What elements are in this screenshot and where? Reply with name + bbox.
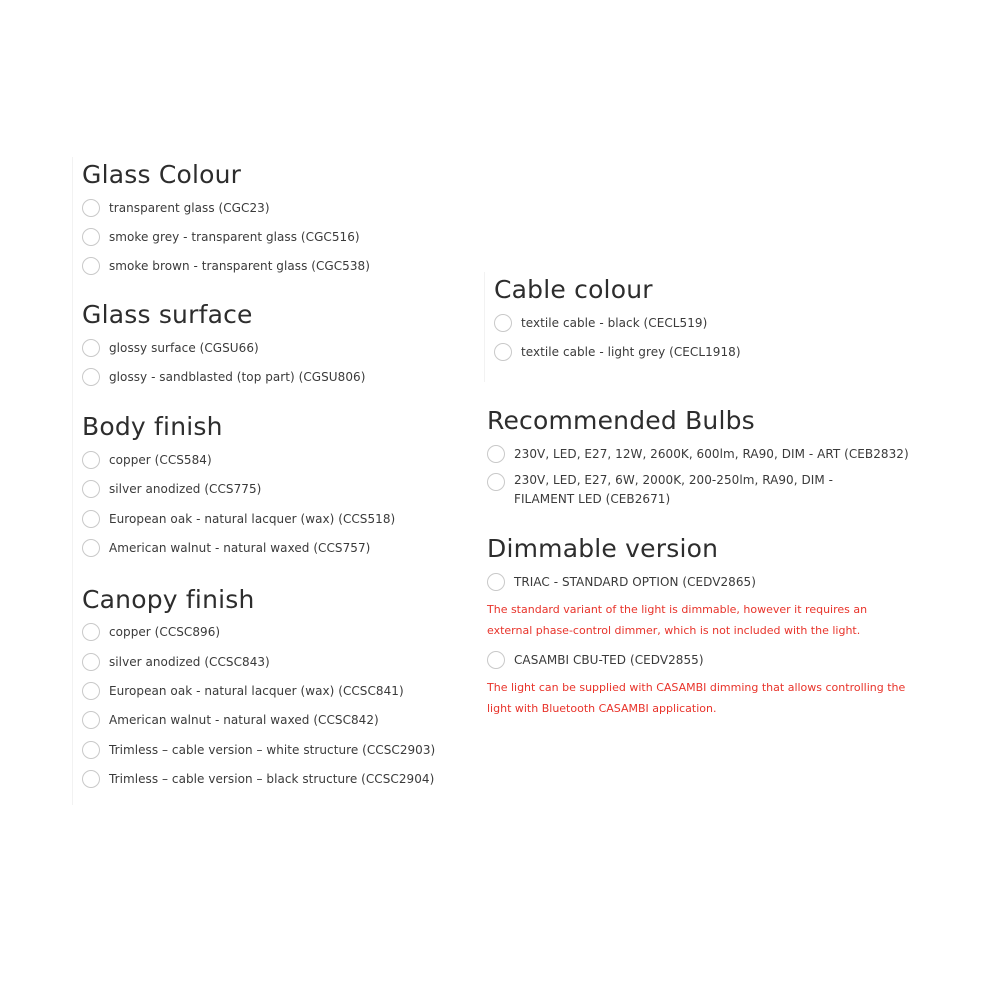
option-label: glossy surface (CGSU66) — [109, 340, 259, 355]
option-label: Trimless – cable version – black structure (CCSC2904) — [109, 771, 435, 786]
left-options-column — [72, 157, 462, 805]
canopy-finish-option[interactable] — [82, 764, 462, 793]
option-label: CASAMBI CBU-TED (CEDV2855) — [514, 653, 704, 668]
option-label: 230V, LED, E27, 12W, 2600K, 600lm, RA90, DIM - ART (CEB2832) — [514, 446, 909, 461]
radio-button[interactable] — [494, 343, 512, 361]
bulb-option[interactable] — [487, 439, 927, 468]
glass-surface-section — [82, 297, 462, 392]
radio-button[interactable] — [487, 573, 505, 591]
option-label: smoke brown - transparent glass (CGC538) — [109, 259, 370, 274]
cable-colour-section — [494, 272, 924, 367]
dimmable-option-triac[interactable] — [487, 567, 927, 596]
canopy-finish-option[interactable] — [82, 647, 462, 676]
radio-button[interactable] — [82, 339, 100, 357]
radio-button[interactable] — [82, 451, 100, 469]
option-label: 230V, LED, E27, 6W, 2000K, 200-250lm, RA90, DIM - FILAMENT LED (CEB2671) — [514, 473, 834, 507]
body-finish-section — [82, 409, 462, 562]
option-label: silver anodized (CCS775) — [109, 482, 262, 497]
radio-button[interactable] — [82, 539, 100, 557]
radio-button[interactable] — [82, 741, 100, 759]
cable-colour-title: Cable colour — [494, 275, 653, 304]
radio-button[interactable] — [82, 623, 100, 641]
recommended-bulbs-title: Recommended Bulbs — [487, 406, 755, 435]
glass-colour-title: Glass Colour — [82, 160, 242, 189]
canopy-finish-option[interactable] — [82, 706, 462, 735]
radio-button[interactable] — [82, 682, 100, 700]
option-label: TRIAC - STANDARD OPTION (CEDV2865) — [514, 574, 756, 589]
casambi-note: The light can be supplied with CASAMBI dimming that allows controlling the light with Bluetooth CASAMBI application. — [487, 680, 906, 715]
option-label: smoke grey - transparent glass (CGC516) — [109, 229, 360, 244]
option-label: American walnut - natural waxed (CCS757) — [109, 541, 371, 556]
radio-button[interactable] — [82, 199, 100, 217]
dimmable-version-title: Dimmable version — [487, 534, 719, 564]
canopy-finish-option[interactable] — [82, 735, 462, 764]
body-finish-option[interactable] — [82, 475, 462, 504]
dimmable-option-casambi[interactable] — [487, 646, 927, 675]
option-label: European oak - natural lacquer (wax) (CCS518) — [109, 511, 396, 526]
glass-surface-option[interactable] — [82, 362, 462, 391]
cable-colour-column — [484, 272, 924, 382]
body-finish-option[interactable] — [82, 445, 462, 474]
radio-button[interactable] — [487, 473, 505, 491]
cable-colour-option[interactable] — [494, 308, 924, 337]
option-label: textile cable - black (CECL519) — [521, 315, 708, 330]
option-label: American walnut - natural waxed (CCSC842) — [109, 713, 379, 728]
option-label: European oak - natural lacquer (wax) (CCSC841) — [109, 683, 404, 698]
radio-button[interactable] — [82, 510, 100, 528]
glass-surface-title: Glass surface — [82, 299, 253, 329]
radio-button[interactable] — [82, 653, 100, 671]
right-options-column — [487, 403, 927, 724]
body-finish-option[interactable] — [82, 533, 462, 562]
glass-colour-section — [82, 157, 462, 281]
glass-colour-option[interactable] — [82, 222, 462, 251]
body-finish-option[interactable] — [82, 504, 462, 533]
triac-note: The standard variant of the light is dimmable, however it requires an external phase-control dimmer, which is not included with the light. — [487, 602, 868, 637]
recommended-bulbs-section — [487, 403, 927, 509]
option-label: Trimless – cable version – white structure (CCSC2903) — [109, 742, 436, 757]
bulb-option[interactable] — [487, 468, 927, 509]
cable-colour-option[interactable] — [494, 337, 924, 366]
body-finish-title: Body finish — [82, 412, 223, 442]
canopy-finish-option[interactable] — [82, 618, 462, 647]
radio-button[interactable] — [487, 445, 505, 463]
glass-surface-option[interactable] — [82, 333, 462, 362]
radio-button[interactable] — [82, 228, 100, 246]
glass-colour-option[interactable] — [82, 252, 462, 281]
option-label: transparent glass (CGC23) — [109, 200, 270, 215]
glass-colour-option[interactable] — [82, 193, 462, 222]
radio-button[interactable] — [82, 368, 100, 386]
canopy-finish-section — [82, 582, 462, 794]
radio-button[interactable] — [82, 711, 100, 729]
radio-button[interactable] — [487, 651, 505, 669]
radio-button[interactable] — [82, 770, 100, 788]
radio-button[interactable] — [82, 480, 100, 498]
option-label: glossy - sandblasted (top part) (CGSU806) — [109, 369, 366, 384]
option-label: textile cable - light grey (CECL1918) — [521, 344, 741, 359]
canopy-finish-option[interactable] — [82, 676, 462, 705]
radio-button[interactable] — [82, 257, 100, 275]
radio-button[interactable] — [494, 314, 512, 332]
canopy-finish-title: Canopy finish — [82, 584, 255, 614]
option-label: copper (CCSC896) — [109, 625, 221, 640]
option-label: silver anodized (CCSC843) — [109, 654, 270, 669]
dimmable-version-section — [487, 531, 927, 719]
option-label: copper (CCS584) — [109, 453, 212, 468]
